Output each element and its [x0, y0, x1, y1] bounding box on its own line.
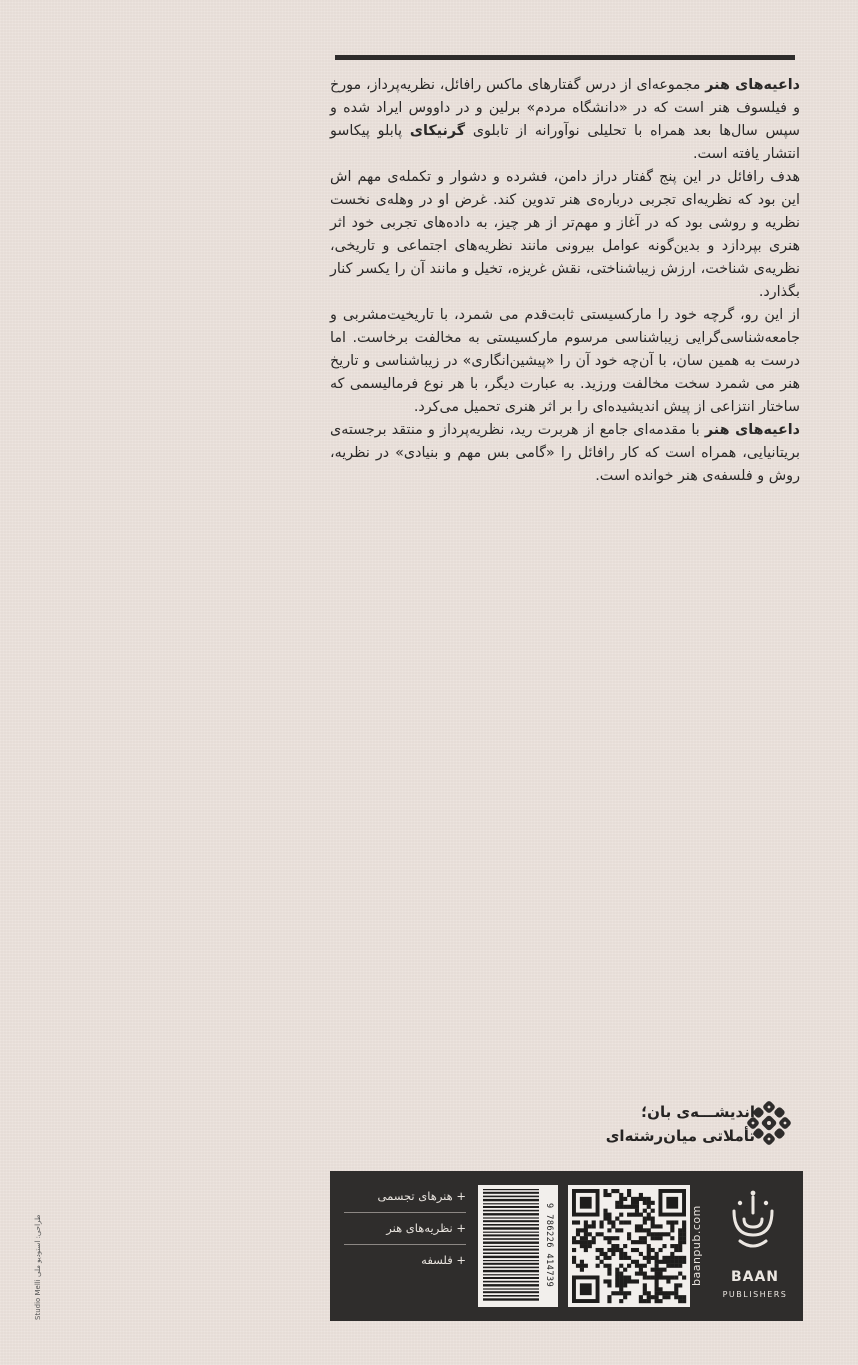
subject-item: + نظریه‌های هنر	[344, 1213, 466, 1245]
series-title-line-2: تأملاتی میان‌رشته‌ای	[605, 1127, 755, 1145]
subject-item: + هنرهای تجسمی	[344, 1181, 466, 1213]
book-title-inline: داعیه‌های هنر	[705, 77, 800, 93]
subject-item: + فلسفه	[421, 1253, 466, 1267]
series-title-line-1: اندیشـــه‌ی بان؛	[641, 1103, 755, 1121]
book-title-inline: داعیه‌های هنر	[704, 422, 800, 438]
publisher-subtitle: PUBLISHERS	[722, 1290, 788, 1299]
qr-code-pattern	[568, 1185, 690, 1307]
blurb-text	[330, 74, 800, 488]
subject-list	[344, 1181, 466, 1276]
blurb-paragraph-3: از این رو، گرچه خود را مارکسیستی ثابت‌قدم می شمرد، با تاریخیت‌مشربی و جامعه‌شناسی‌گرایی زیباشناسی مرسوم مارکسیستی به مخالفت برخاست. اما درست به همین سان، با آن‌چه خود آن را «پیشین‌انگاری» در زیباشناسی و تاریخ هنر می شمرد سخت مخالفت ورزید. به عبارت دیگر، با هر نوع فرمالیسمی که ساختار انتزاعی از پیش اندیشیده‌ای را بر اثر هنری تحمیل می‌کرد.	[330, 307, 800, 415]
painting-title-inline: گرنیکای	[409, 123, 466, 139]
series-title	[585, 1100, 755, 1148]
blurb-paragraph-1: داعیه‌های هنر مجموعه‌ای از درس گفتارهای ماکس رافائل، نظریه‌پرداز، مورخ و فیلسوف هنر است که در «دانشگاه مردم» برلین و در داووس ایراد شده و سپس سال‌ها بعد همراه با تحلیلی نوآورانه از تابلوی گرنیکای پابلو پیکاسو انتشار یافته است.	[330, 77, 801, 162]
designer-credit-en: Studio Melli	[34, 1279, 42, 1320]
designer-credit-fa: طراحی: استودیو ملی	[34, 1214, 42, 1278]
baan-logo-icon	[728, 1189, 778, 1259]
blurb-paragraph-2: هدف رافائل در این پنج گفتار دراز دامن، فشرده و دشوار و تکمله‌ی مهم اش این بود که نظریه‌ای تجربی درباره‌ی هنر تدوین کند. غرض او در وهله‌ی نخست نظریه و روشی بود که در آغاز و مهم‌تر از هر چیز، به داده‌های تجربی خود اثر هنری بپردازد و بدین‌گونه عوامل بیرونی مانند نظریه‌های اجتماعی و تاریخی، نظریه‌ی شناخت، ارزش زیباشناختی، نقش غریزه، تخیل و مانند آن را یکسر کنار بگذارد.	[330, 169, 800, 300]
qr-code	[568, 1185, 690, 1307]
designer-credit	[34, 1170, 48, 1320]
blurb-paragraph-4: داعیه‌های هنر با مقدمه‌ای جامع از هربرت رید، نظریه‌پرداز و منتقد برجسته‌ی بریتانیایی، همراه است که کار رافائل را «گامی بس مهم و بنیادی» در نظریه، روش و فلسفه‌ی هنر خوانده است.	[330, 422, 800, 484]
isbn-digits: 9 786226 414739	[544, 1202, 554, 1288]
barcode-bars	[483, 1189, 539, 1301]
publisher-url: baanpub.com	[690, 1205, 703, 1287]
isbn-barcode	[478, 1185, 558, 1307]
publisher-panel	[330, 1171, 803, 1321]
top-rule	[335, 55, 795, 60]
publisher-name: BAAN	[730, 1269, 780, 1285]
